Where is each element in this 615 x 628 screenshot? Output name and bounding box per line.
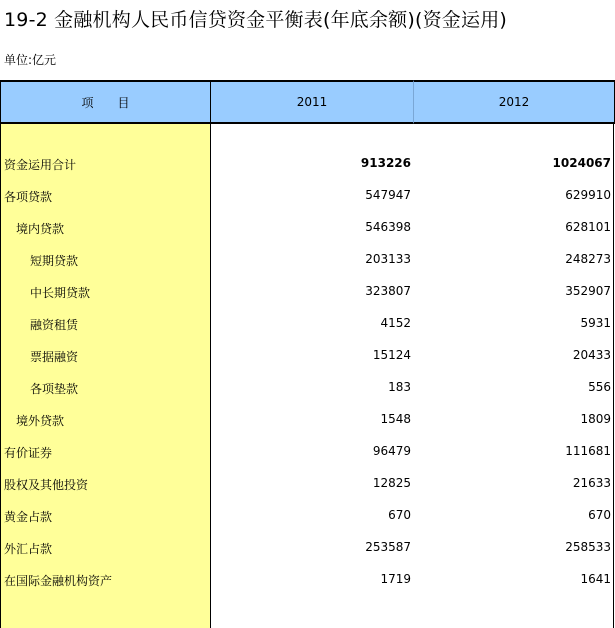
value-2012: 1641 — [580, 572, 611, 586]
row-label: 境内贷款 — [16, 222, 65, 236]
value-2012: 21633 — [572, 476, 611, 490]
row-label: 外汇占款 — [4, 542, 53, 556]
balance-table — [0, 80, 615, 628]
table-row — [0, 308, 615, 340]
page-title: 19-2 金融机构人民币信贷资金平衡表(年底余额)(资金运用) — [4, 9, 508, 31]
value-2011: 4152 — [380, 316, 411, 330]
value-2011: 913226 — [360, 156, 411, 170]
unit-label: 单位:亿元 — [4, 53, 57, 67]
value-2012: 1024067 — [552, 156, 611, 170]
value-2011: 547947 — [365, 188, 411, 202]
table-row — [0, 404, 615, 436]
value-2011: 253587 — [365, 540, 411, 554]
table-body — [0, 148, 615, 596]
row-label: 有价证券 — [4, 446, 53, 460]
table-row — [0, 500, 615, 532]
value-2011: 670 — [388, 508, 411, 522]
table-row — [0, 340, 615, 372]
value-2012: 628101 — [565, 220, 611, 234]
value-2011: 203133 — [365, 252, 411, 266]
row-label: 境外贷款 — [16, 414, 65, 428]
table-row — [0, 532, 615, 564]
table-row — [0, 564, 615, 596]
row-label: 融资租赁 — [30, 318, 79, 332]
value-2012: 352907 — [565, 284, 611, 298]
row-label: 股权及其他投资 — [4, 478, 89, 492]
row-label: 黄金占款 — [4, 510, 53, 524]
value-2011: 183 — [388, 380, 411, 394]
row-label: 短期贷款 — [30, 254, 79, 268]
value-2012: 111681 — [565, 444, 611, 458]
row-label: 各项贷款 — [4, 190, 53, 204]
value-2012: 20433 — [572, 348, 611, 362]
row-label: 在国际金融机构资产 — [4, 574, 113, 588]
table-row — [0, 276, 615, 308]
value-2011: 323807 — [365, 284, 411, 298]
value-2012: 248273 — [565, 252, 611, 266]
table-row — [0, 372, 615, 404]
table-row — [0, 468, 615, 500]
table-row — [0, 212, 615, 244]
table-row — [0, 148, 615, 180]
value-2012: 1809 — [580, 412, 611, 426]
table-row — [0, 244, 615, 276]
table-row — [0, 180, 615, 212]
value-2011: 12825 — [372, 476, 411, 490]
value-2011: 1719 — [380, 572, 411, 586]
value-2012: 5931 — [580, 316, 611, 330]
row-label: 中长期贷款 — [30, 286, 91, 300]
value-2011: 96479 — [372, 444, 411, 458]
row-label: 资金运用合计 — [4, 158, 77, 172]
header-2012: 2012 — [414, 80, 615, 124]
value-2011: 1548 — [380, 412, 411, 426]
value-2012: 556 — [588, 380, 611, 394]
value-2012: 258533 — [565, 540, 611, 554]
value-2011: 546398 — [365, 220, 411, 234]
row-label: 各项垫款 — [30, 382, 79, 396]
header-2011: 2011 — [211, 80, 414, 124]
value-2012: 629910 — [565, 188, 611, 202]
header-item: 项 目 — [0, 80, 211, 124]
row-label: 票据融资 — [30, 350, 79, 364]
table-row — [0, 436, 615, 468]
value-2011: 15124 — [372, 348, 411, 362]
value-2012: 670 — [588, 508, 611, 522]
